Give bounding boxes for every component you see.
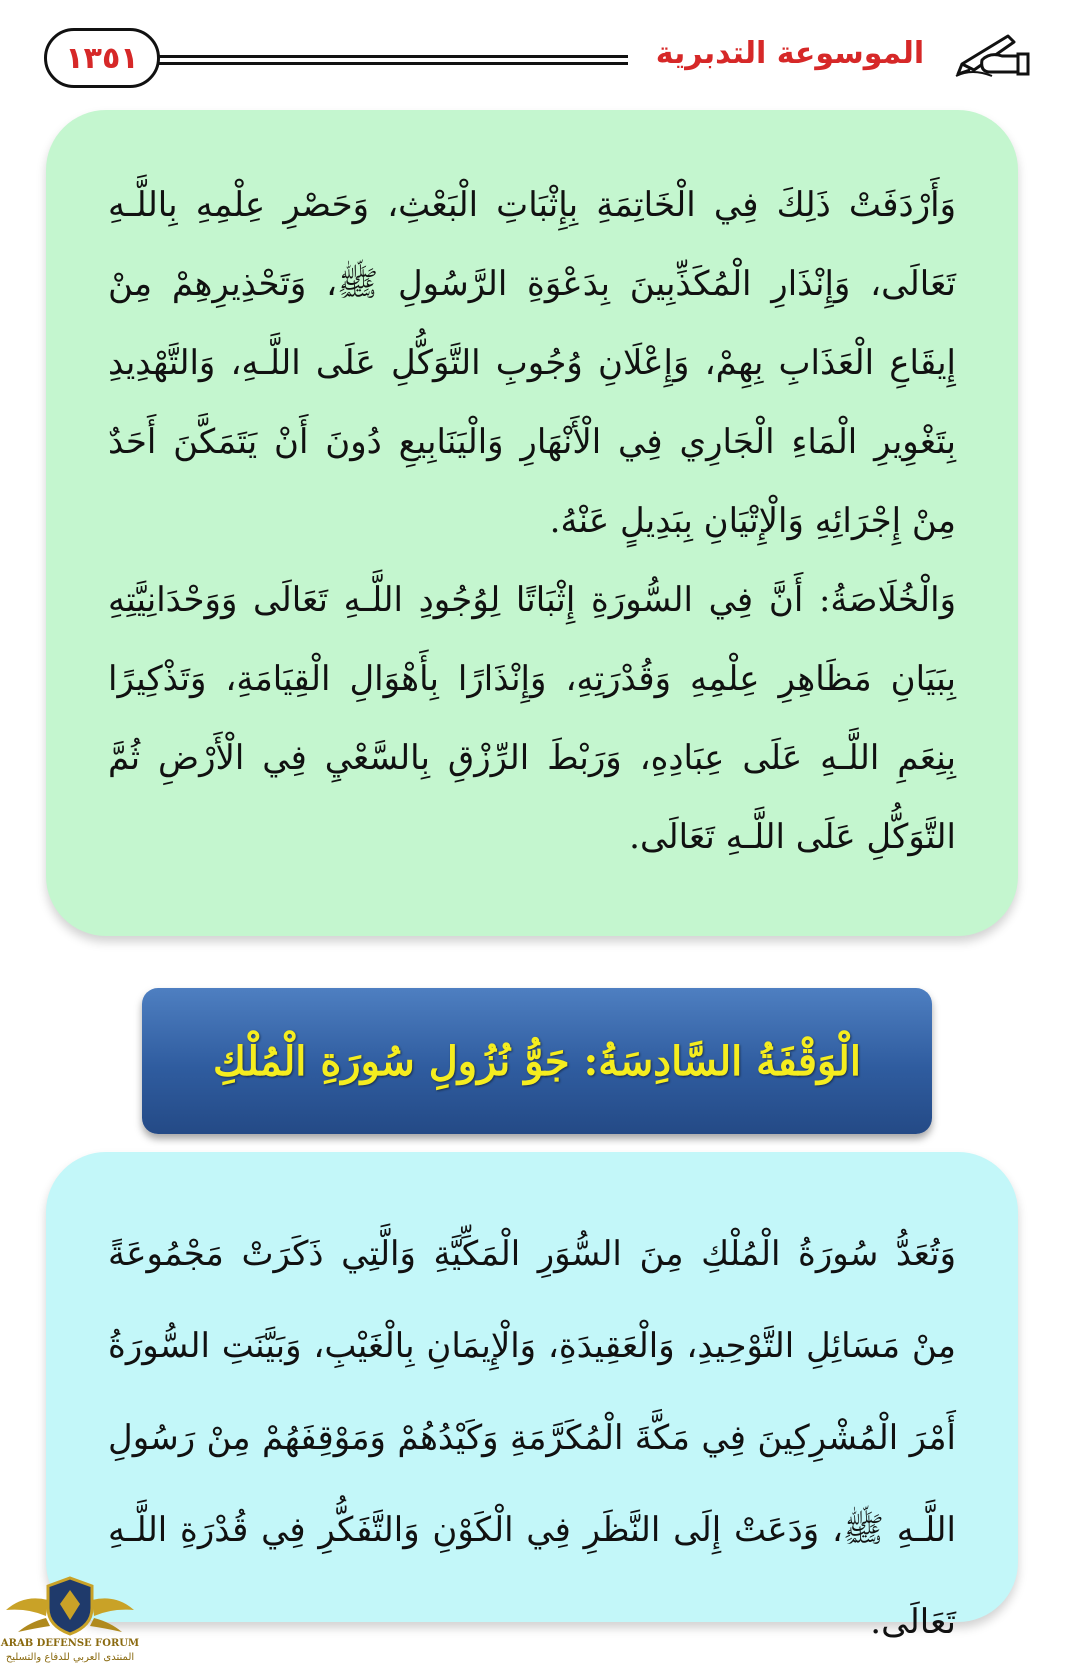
watermark-text-en: ARAB DEFENSE FORUM [0, 1638, 140, 1649]
paragraph: وَأَرْدَفَتْ ذَلِكَ فِي الْخَاتِمَةِ بِإِثْبَاتِ الْبَعْثِ، وَحَصْرِ عِلْمِهِ بِاللَّـهِ تَعَالَى، وَإِنْذَارِ الْمُكَذِّبِينَ بِدَعْوَةِ الرَّسُولِ ﷺ، وَتَحْذِيرِهِمْ مِنْ إِيقَاعِ الْعَذَابِ بِهِمْ، وَإِعْلَانِ وُجُوبِ التَّوَكُّلِ عَلَى اللَّـهِ، وَالتَّهْدِيدِ بِتَغْوِيرِ الْمَاءِ الْجَارِي فِي الْأَنْهَارِ وَالْيَنَابِيعِ دُونَ أَنْ يَتَمَكَّنَ أَحَدٌ مِنْ إِجْرَائِهِ وَالْإِتْيَانِ بِبَدِيلٍ عَنْهُ. [108, 185, 957, 541]
section-heading: الْوَقْفَةُ السَّادِسَةُ: جَوُّ نُزُولِ سُورَةِ الْمُلْكِ [213, 1037, 861, 1085]
paragraph: وَتُعَدُّ سُورَةُ الْمُلْكِ مِنَ السُّوَرِ الْمَكِّيَّةِ وَالَّتِي ذَكَرَتْ مَجْمُوعَةً مِنْ مَسَائِلِ التَّوْحِيدِ، وَالْعَقِيدَةِ، وَالْإِيمَانِ بِالْغَيْبِ، وَبَيَّنَتِ السُّورَةُ أَمْرَ الْمُشْرِكِينَ فِي مَكَّةَ الْمُكَرَّمَةِ وَكَيْدُهُمْ وَمَوْقِفَهُمْ مِنْ رَسُولِ اللَّـهِ ﷺ، وَدَعَتْ إِلَى النَّظَرِ فِي الْكَوْنِ وَالتَّفَكُّرِ فِي قُدْرَةِ اللَّـهِ تَعَالَى. [108, 1234, 956, 1642]
paragraph: وَالْخُلَاصَةُ: أَنَّ فِي السُّورَةِ إِثْبَاتًا لِوُجُودِ اللَّـهِ تَعَالَى وَوَحْدَانِيَّتِهِ بِبَيَانِ مَظَاهِرِ عِلْمِهِ وَقُدْرَتِهِ، وَإِنْذَارًا بِأَهْوَالِ الْقِيَامَةِ، وَتَذْكِيرًا بِنِعَمِ اللَّـهِ عَلَى عِبَادِهِ، وَرَبْطَ الرِّزْقِ بِالسَّعْيِ فِي الْأَرْضِ ثُمَّ التَّوَكُّلِ عَلَى اللَّـهِ تَعَالَى. [108, 580, 956, 857]
page-number: ١٣٥١ [44, 28, 160, 88]
hand-writing-pen-icon [952, 30, 1032, 80]
header-divider-line [158, 55, 628, 58]
section-heading-banner [142, 988, 932, 1134]
watermark-text-ar: المنتدى العربي للدفاع والتسليح [5, 1652, 135, 1663]
book-title: الموسوعة التدبرية [655, 36, 925, 71]
page-header [40, 22, 1040, 92]
content-box-revelation-context [46, 1152, 1018, 1642]
header-divider-line [158, 62, 628, 65]
content-box-conclusion [46, 110, 1018, 936]
